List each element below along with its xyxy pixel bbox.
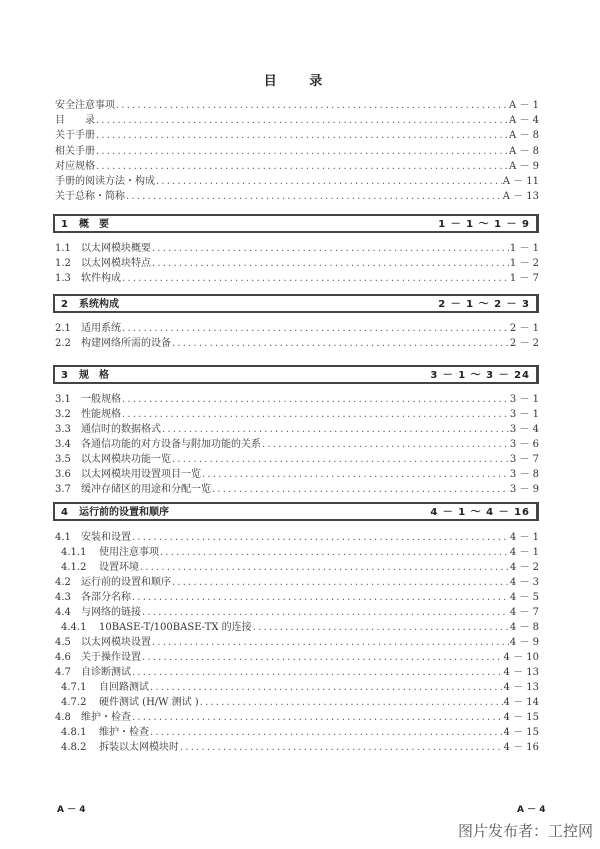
entry-label: 手册的阅读方法・构成 [55, 176, 155, 187]
toc-entry[interactable] [55, 437, 539, 452]
entry-number: 4.6 [55, 652, 71, 663]
entry-page: 4 － 10 [503, 652, 539, 663]
leader-dots [122, 271, 509, 286]
entry-page: 4 － 15 [503, 712, 539, 723]
entry-label: 关于总称・简称 [55, 191, 125, 202]
chapter-title: 运行前的设置和顺序 [79, 507, 169, 518]
toc-entry[interactable] [55, 159, 539, 174]
entry-page: 4 － 5 [509, 592, 539, 603]
entry-page: A － 8 [509, 130, 539, 141]
leader-dots [140, 560, 509, 575]
entry-label: 安全注意事项 [55, 100, 115, 111]
toc-entry[interactable] [55, 650, 539, 665]
entry-label: 关于操作设置 [81, 652, 141, 663]
chapter-title: 概 要 [79, 219, 109, 230]
entry-page: 3 － 9 [509, 484, 539, 495]
leader-dots [122, 392, 509, 407]
entry-number: 4.7 [55, 667, 71, 678]
leader-dots [172, 575, 509, 590]
leader-dots [156, 174, 502, 189]
entry-page: A － 4 [509, 115, 539, 126]
entry-number: 4.3 [55, 592, 71, 603]
entry-page: A － 9 [509, 161, 539, 172]
entry-number: 3.6 [55, 469, 71, 480]
entry-label: 构建网络所需的设备 [81, 338, 171, 349]
entry-label: 适用系统 [81, 323, 121, 334]
entry-label: 维护・检查 [81, 712, 131, 723]
leader-dots [200, 695, 503, 710]
toc-entry[interactable] [61, 680, 539, 695]
entry-label: 软件构成 [81, 273, 121, 284]
entry-number: 4.8.2 [61, 742, 87, 753]
toc-entry[interactable] [55, 482, 539, 497]
chapter-page-range: 2 － 1 ～ 2 － 3 [438, 299, 530, 310]
entry-page: 4 － 15 [503, 727, 539, 738]
entry-number: 1.2 [55, 258, 71, 269]
entry-page: 3 － 7 [509, 454, 539, 465]
leader-dots [202, 467, 509, 482]
entry-label: 硬件测试 (H/W 测试 ) [99, 697, 199, 708]
leader-dots [132, 530, 509, 545]
chapter-page-range: 1 － 1 ～ 1 － 9 [438, 219, 530, 230]
entry-number: 4.8 [55, 712, 71, 723]
entry-label: 以太网模块功能一览 [81, 454, 171, 465]
leader-dots [152, 256, 509, 271]
entry-page: A － 13 [502, 191, 539, 202]
chapter-title: 规 格 [79, 370, 109, 381]
entry-label: 自诊断测试 [81, 667, 131, 678]
entry-page: A － 8 [509, 146, 539, 157]
leader-dots [253, 620, 509, 635]
toc-entry[interactable] [55, 174, 539, 189]
leader-dots [180, 740, 503, 755]
entry-number: 3.3 [55, 424, 71, 435]
entry-number: 4.7.2 [61, 697, 87, 708]
entry-number: 4.5 [55, 637, 71, 648]
leader-dots [172, 452, 509, 467]
entry-number: 4.1.2 [61, 562, 87, 573]
toc-entry[interactable] [55, 407, 539, 422]
leader-dots [160, 545, 509, 560]
entry-label: 自回路测试 [99, 682, 149, 693]
toc-entry[interactable] [55, 530, 539, 545]
entry-page: 3 － 4 [509, 424, 539, 435]
entry-label: 通信时的数据格式 [81, 424, 161, 435]
entry-page: 3 － 8 [509, 469, 539, 480]
entry-label: 与网络的链接 [81, 607, 141, 618]
leader-dots [150, 680, 503, 695]
leader-dots [132, 665, 503, 680]
entry-page: 2 － 2 [509, 338, 539, 349]
leader-dots [96, 113, 508, 128]
toc-entry[interactable] [55, 336, 539, 351]
entry-label: 维护・检查 [99, 727, 149, 738]
entry-page: 1 － 7 [509, 273, 539, 284]
entry-page: 4 － 2 [509, 562, 539, 573]
entry-page: 3 － 6 [509, 439, 539, 450]
leader-dots [212, 482, 509, 497]
toc-entry[interactable] [55, 241, 539, 256]
chapter-header[interactable] [53, 214, 539, 233]
toc-entry[interactable] [55, 271, 539, 286]
leader-dots [96, 159, 508, 174]
chapter-number: 2 [61, 299, 68, 310]
entry-label: 各通信功能的对方设备与附加功能的关系 [81, 439, 261, 450]
toc-entry[interactable] [55, 144, 539, 159]
leader-dots [152, 635, 509, 650]
toc-entry[interactable] [55, 452, 539, 467]
entry-label: 对应规格 [55, 161, 95, 172]
toc-entry[interactable] [55, 392, 539, 407]
entry-label: 以太网模块用设置项目一览 [81, 469, 201, 480]
entry-number: 3.2 [55, 409, 71, 420]
entry-number: 3.5 [55, 454, 71, 465]
entry-label: 缓冲存储区的用途和分配一览 [81, 484, 211, 495]
entry-number: 2.2 [55, 338, 71, 349]
chapter-number: 4 [61, 507, 68, 518]
entry-label: 相关手册 [55, 146, 95, 157]
entry-page: 4 － 9 [509, 637, 539, 648]
leader-dots [126, 189, 502, 204]
entry-page: 4 － 7 [509, 607, 539, 618]
toc-entry[interactable] [55, 635, 539, 650]
chapter-header[interactable] [53, 502, 539, 521]
toc-entry[interactable] [55, 575, 539, 590]
entry-label: 安装和设置 [81, 532, 131, 543]
toc-entry[interactable] [55, 128, 539, 143]
toc-entry[interactable] [55, 256, 539, 271]
entry-number: 3.4 [55, 439, 71, 450]
entry-number: 3.1 [55, 394, 71, 405]
leader-dots [150, 725, 503, 740]
entry-number: 4.4.1 [61, 622, 87, 633]
toc-entry[interactable] [61, 545, 539, 560]
toc-entry[interactable] [61, 725, 539, 740]
entry-number: 4.4 [55, 607, 71, 618]
entry-label: 目 录 [55, 115, 95, 126]
chapter-number: 1 [61, 219, 68, 230]
entry-number: 3.7 [55, 484, 71, 495]
leader-dots [122, 407, 509, 422]
toc-entry[interactable] [55, 98, 539, 113]
entry-label: 性能规格 [81, 409, 121, 420]
entry-page: A － 1 [509, 100, 539, 111]
entry-page: 3 － 1 [509, 409, 539, 420]
entry-page: 1 － 1 [509, 243, 539, 254]
toc-entry[interactable] [61, 620, 539, 635]
entry-page: A － 11 [502, 176, 539, 187]
entry-label: 以太网模块概要 [81, 243, 151, 254]
leader-dots [172, 336, 509, 351]
toc-entry[interactable] [55, 113, 539, 128]
footer-page-left: A － 4 [57, 805, 86, 815]
leader-dots [122, 321, 509, 336]
chapter-header[interactable] [53, 294, 539, 313]
entry-label: 拆装以太网模块时 [99, 742, 179, 753]
toc-entry[interactable] [61, 740, 539, 755]
leader-dots [96, 128, 508, 143]
entry-page: 1 － 2 [509, 258, 539, 269]
entry-page: 4 － 16 [503, 742, 539, 753]
entry-number: 1.1 [55, 243, 71, 254]
entry-label: 10BASE-T/100BASE-TX 的连接 [99, 622, 252, 633]
entry-label: 以太网模块设置 [81, 637, 151, 648]
watermark: 图片发布者：工控网 [457, 822, 593, 840]
chapter-title: 系统构成 [79, 299, 119, 310]
entry-number: 4.2 [55, 577, 71, 588]
entry-page: 4 － 14 [503, 697, 539, 708]
leader-dots [152, 241, 509, 256]
toc-entry[interactable] [55, 665, 539, 680]
toc-entry[interactable] [55, 590, 539, 605]
entry-page: 3 － 1 [509, 394, 539, 405]
leader-dots [116, 98, 508, 113]
entry-number: 2.1 [55, 323, 71, 334]
entry-label: 运行前的设置和顺序 [81, 577, 171, 588]
entry-page: 2 － 1 [509, 323, 539, 334]
toc-entry[interactable] [55, 321, 539, 336]
chapter-page-range: 3 － 1 ～ 3 － 24 [430, 370, 530, 381]
entry-number: 4.7.1 [61, 682, 87, 693]
entry-label: 关于手册 [55, 130, 95, 141]
entry-number: 4.1 [55, 532, 71, 543]
entry-number: 4.1.1 [61, 547, 87, 558]
entry-label: 使用注意事项 [99, 547, 159, 558]
chapter-header[interactable] [53, 365, 539, 384]
toc-entry[interactable] [61, 695, 539, 710]
entry-page: 4 － 1 [509, 547, 539, 558]
entry-page: 4 － 8 [509, 622, 539, 633]
entry-label: 各部分名称 [81, 592, 131, 603]
entry-page: 4 － 13 [503, 667, 539, 678]
leader-dots [96, 144, 508, 159]
entry-number: 1.3 [55, 273, 71, 284]
chapter-number: 3 [61, 370, 68, 381]
footer-page-right: A － 4 [517, 805, 546, 815]
leader-dots [132, 590, 509, 605]
entry-page: 4 － 1 [509, 532, 539, 543]
toc-entry[interactable] [55, 467, 539, 482]
leader-dots [162, 422, 509, 437]
entry-page: 4 － 13 [503, 682, 539, 693]
leader-dots [262, 437, 509, 452]
entry-label: 以太网模块特点 [81, 258, 151, 269]
toc-entry[interactable] [55, 710, 539, 725]
leader-dots [142, 650, 503, 665]
toc-entry[interactable] [55, 605, 539, 620]
chapter-page-range: 4 － 1 ～ 4 － 16 [430, 507, 530, 518]
entry-page: 4 － 3 [509, 577, 539, 588]
toc-entry[interactable] [61, 560, 539, 575]
leader-dots [142, 605, 509, 620]
page-title: 目 录 [263, 74, 337, 89]
leader-dots [132, 710, 503, 725]
entry-label: 设置环境 [99, 562, 139, 573]
toc-entry[interactable] [55, 189, 539, 204]
entry-number: 4.8.1 [61, 727, 87, 738]
entry-label: 一般规格 [81, 394, 121, 405]
toc-entry[interactable] [55, 422, 539, 437]
